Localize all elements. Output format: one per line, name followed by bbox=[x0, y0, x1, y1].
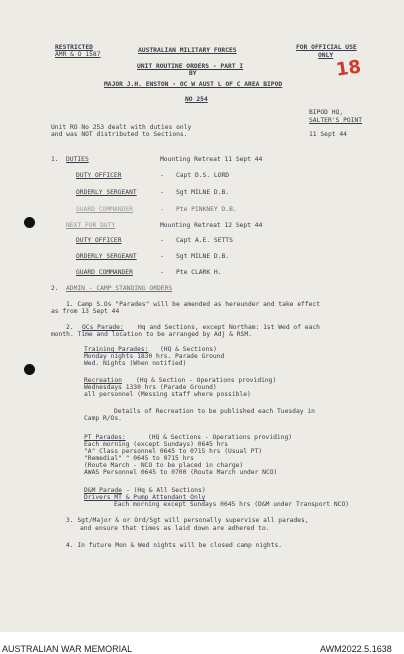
duty-label: ORDERLY SERGEANT bbox=[76, 189, 137, 196]
official-use-label: FOR OFFICIAL USE bbox=[296, 44, 357, 51]
admin-title: ADMIN - CAMP STANDING ORDERS bbox=[66, 285, 173, 292]
dm-line: Each morning except Sundays 0645 hrs (D&M under Transport NCO) bbox=[114, 501, 350, 508]
mounting-date: Mounting Retreat 11 Sept 44 bbox=[160, 156, 263, 163]
intro-line: and was NOT distributed to Sections. bbox=[51, 131, 188, 138]
paragraph-line: Hq and Sections, except Northam: 1st Wed of each bbox=[138, 324, 320, 331]
mounting-date: Mounting Retreat 12 Sept 44 bbox=[160, 222, 263, 229]
paragraph-line: month. Time and location to be arranged by Adj & RSM. bbox=[51, 331, 252, 338]
training-scope: (HQ & Sections) bbox=[160, 346, 217, 353]
duty-label: GUARD COMMANDER bbox=[76, 269, 133, 276]
ocs-parade-title: OCs Parade: bbox=[82, 324, 124, 331]
intro-line: Unit RO No 253 dealt with duties only bbox=[51, 124, 192, 131]
paragraph-line: 3. Sgt/Major & or Ord/Sgt will personally supervise all parades, bbox=[66, 517, 309, 524]
duty-name: Sgt MILNE D.B. bbox=[176, 189, 230, 196]
duties-number: 1. bbox=[51, 156, 59, 163]
major-heading: MAJOR J.H. ENSTON - OC W AUST L OF C AREA BIPOD bbox=[104, 81, 283, 88]
by-label: BY bbox=[189, 70, 197, 77]
footer-accession: AWM2022.5.1638 bbox=[320, 644, 392, 654]
next-for-duty: NEXT FOR DUTY bbox=[66, 222, 116, 229]
duty-label: GUARD COMMANDER bbox=[76, 206, 133, 213]
punch-hole-top bbox=[24, 217, 35, 228]
orders-heading: UNIT ROUTINE ORDERS - PART I bbox=[137, 63, 244, 70]
duty-dash: - bbox=[160, 269, 164, 276]
pt-line: "Remedial" " 0645 to 0715 hrs bbox=[84, 455, 194, 462]
duty-dash: - bbox=[160, 206, 164, 213]
order-number: NO 254 bbox=[185, 96, 208, 103]
paragraph-line: as from 13 Sept 44 bbox=[51, 308, 120, 315]
duty-name: Sgt MILNE D.B. bbox=[176, 253, 230, 260]
duty-dash: - bbox=[160, 172, 164, 179]
duty-name: Pte CLARK H. bbox=[176, 269, 222, 276]
recreation-line: Wednesdays 1330 hrs (Parade Ground) bbox=[84, 384, 217, 391]
duty-name: Capt A.E. SETTS bbox=[176, 237, 233, 244]
dm-title: D&M Parade bbox=[84, 487, 122, 494]
handwritten-number: 18 bbox=[334, 56, 363, 81]
duty-name: Pte PINKNEY D.B. bbox=[176, 206, 237, 213]
pt-scope: (HQ & Sections - Operations providing) bbox=[148, 434, 293, 441]
duty-dash: - bbox=[160, 237, 164, 244]
duties-title: DUTIES bbox=[66, 156, 89, 163]
recreation-title: Recreation bbox=[84, 377, 122, 384]
forces-heading: AUSTRALIAN MILITARY FORCES bbox=[138, 47, 237, 54]
order-date: 11 Sept 44 bbox=[309, 131, 347, 138]
dm-subtitle: Drivers MT & Pump Attendant Only bbox=[84, 494, 206, 501]
pt-line: (Route March - NCO to be placed in charge) bbox=[84, 462, 244, 469]
punch-hole-bottom bbox=[24, 364, 35, 375]
duty-label: DUTY OFFICER bbox=[76, 237, 122, 244]
recreation-detail: Camp R/Os. bbox=[84, 415, 122, 422]
amr-reference: AMR & O 1587 bbox=[55, 51, 101, 58]
paragraph-line: and ensure that times as laid down are adhered to. bbox=[80, 525, 270, 532]
paragraph-line: 1. Camp S.Os "Parades" will be amended as hereunder and take effect bbox=[66, 301, 321, 308]
recreation-line: all personnel (Messing staff where possible) bbox=[84, 391, 251, 398]
duty-label: ORDERLY SERGEANT bbox=[76, 253, 137, 260]
official-only-label: ONLY bbox=[318, 52, 334, 59]
training-line: Wed. Nights (When notified) bbox=[84, 360, 187, 367]
training-line: Monday nights 1830 hrs. Parade Ground bbox=[84, 353, 225, 360]
duty-label: DUTY OFFICER bbox=[76, 172, 122, 179]
pt-title: PT Parades: bbox=[84, 434, 126, 441]
dm-scope: - (Hq & All Sections) bbox=[126, 487, 206, 494]
duty-dash: - bbox=[160, 253, 164, 260]
duty-dash: - bbox=[160, 189, 164, 196]
training-title: Training Parades: bbox=[84, 346, 149, 353]
restricted-label: RESTRICTED bbox=[55, 44, 93, 51]
pt-line: Each morning (except Sundays) 0645 hrs bbox=[84, 441, 229, 448]
paragraph-line: 4. In future Mon & Wed nights will be closed camp nights. bbox=[66, 542, 283, 549]
hq-location: BIPOD HQ, bbox=[309, 109, 344, 116]
footer-credit: AUSTRALIAN WAR MEMORIAL bbox=[2, 644, 133, 654]
pt-line: "A" Class personnel 0645 to 0715 hrs (Usual PT) bbox=[84, 448, 263, 455]
duty-name: Capt D.S. LORD bbox=[176, 172, 230, 179]
admin-number: 2. bbox=[51, 285, 59, 292]
salters-point: SALTER'S POINT bbox=[309, 117, 363, 124]
pt-line: AWAS Personnel 0645 to 0700 (Route March under NCO) bbox=[84, 469, 278, 476]
recreation-detail: Details of Recreation to be published each Tuesday in bbox=[114, 408, 315, 415]
paragraph-number: 2. bbox=[66, 324, 74, 331]
recreation-scope: (Hq & Section - Operations providing) bbox=[136, 377, 277, 384]
